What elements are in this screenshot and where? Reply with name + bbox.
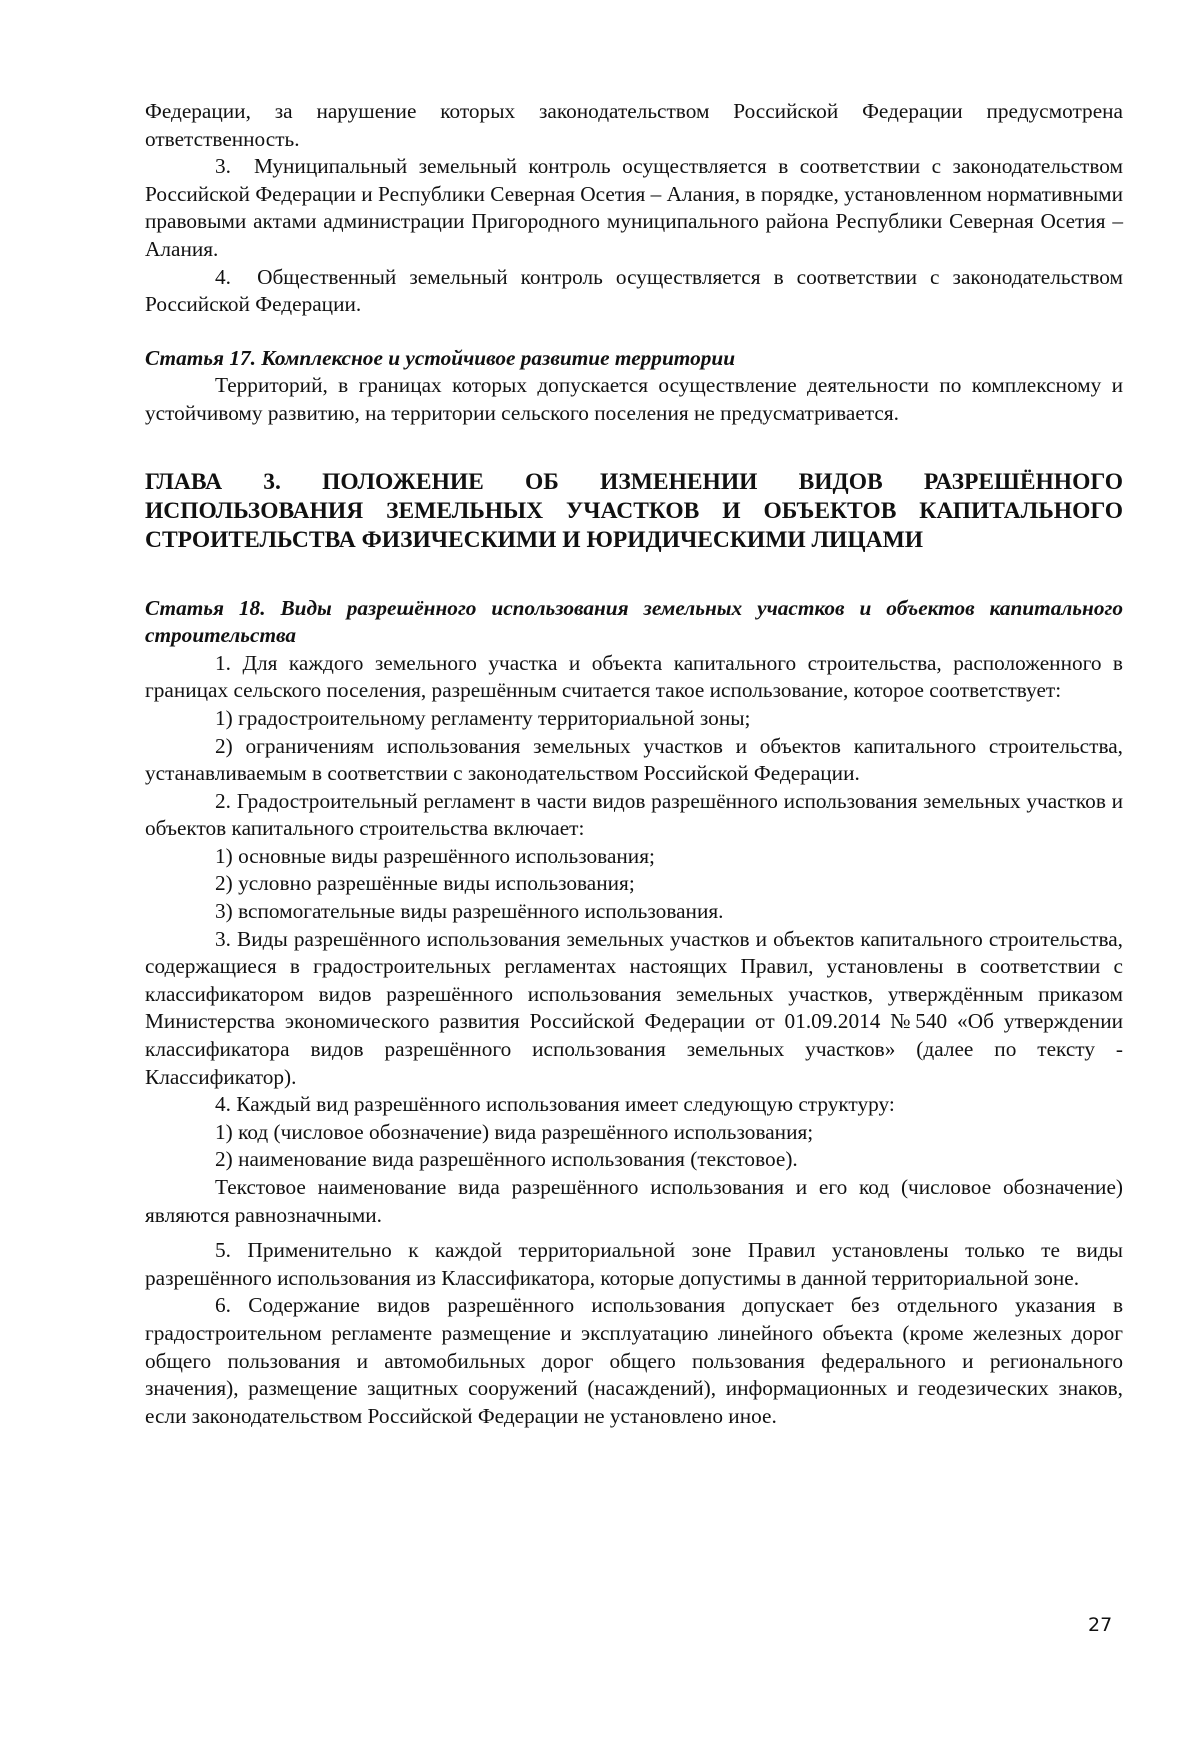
paragraph: 2. Градостроительный регламент в части видов разрешённого использования земельных участков и объектов капитального строительства включает:	[145, 788, 1123, 841]
document-page	[145, 98, 1123, 1430]
paragraph: 4. Общественный земельный контроль осуществляется в соответствии с законодательством Российской Федерации.	[145, 264, 1123, 317]
paragraph: 3) вспомогательные виды разрешённого использования.	[215, 899, 724, 924]
paragraph: 4. Каждый вид разрешённого использования имеет следующую структуру:	[215, 1092, 895, 1117]
paragraph: 2) наименование вида разрешённого использования (текстовое).	[215, 1147, 798, 1172]
spacer	[145, 319, 1123, 345]
paragraph: 3. Виды разрешённого использования земельных участков и объектов капитального строительства, содержащиеся в градостроительных регламентах настоящих Правил, установлены в соответствии с классификатором видов разрешённого использования земельных участков, утверждённым приказом Министерства экономического развития Российской Федерации от 01.09.2014 №540 «Об утверждении классификатора видов разрешённого использования земельных участков» (далее по тексту - Классификатор).	[145, 926, 1123, 1089]
spacer	[145, 428, 1123, 468]
paragraph: 1) основные виды разрешённого использования;	[215, 843, 655, 868]
article-heading: Статья 18. Виды разрешённого использования земельных участков и объектов капитального строительства	[145, 595, 1123, 648]
article-heading: Статья 17. Комплексное и устойчивое развитие территории	[145, 345, 736, 370]
paragraph: 1. Для каждого земельного участка и объекта капитального строительства, расположенного в границах сельского поселения, разрешённым считается такое использование, которое соответствует:	[145, 650, 1123, 703]
paragraph: 5. Применительно к каждой территориальной зоне Правил установлены только те виды разрешённого использования из Классификатора, которые допустимы в данной территориальной зоне.	[145, 1238, 1123, 1290]
spacer	[145, 1229, 1123, 1237]
paragraph: 2) условно разрешённые виды использования;	[215, 871, 635, 896]
paragraph: 2) ограничениям использования земельных участков и объектов капитального строительства, устанавливаемым в соответствии с законодательством Российской Федерации.	[145, 733, 1123, 786]
paragraph: 3. Муниципальный земельный контроль осуществляется в соответствии с законодательством Российской Федерации и Республики Северная Осетия – Алания, в порядке, установленном нормативными правовыми актами администрации Пригородного муниципального района Республики Северная Осетия – Алания.	[145, 154, 1123, 261]
paragraph: 1) код (числовое обозначение) вида разрешённого использования;	[215, 1119, 814, 1144]
paragraph: 1) градостроительному регламенту территориальной зоны;	[215, 705, 751, 730]
paragraph: Территорий, в границах которых допускается осуществление деятельности по комплексному и устойчивому развитию, на территории сельского поселения не предусматривается.	[145, 373, 1123, 425]
chapter-heading: ГЛАВА 3. ПОЛОЖЕНИЕ ОБ ИЗМЕНЕНИИ ВИДОВ РАЗРЕШЁННОГО ИСПОЛЬЗОВАНИЯ ЗЕМЕЛЬНЫХ УЧАСТКОВ И ОБЪЕКТОВ КАПИТАЛЬНОГО СТРОИТЕЛЬСТВА ФИЗИЧЕСКИМИ И ЮРИДИЧЕСКИМИ ЛИЦАМИ	[145, 468, 1123, 553]
paragraph: 6. Содержание видов разрешённого использования допускает без отдельного указания в градостроительном регламенте размещение и эксплуатацию линейного объекта (кроме железных дорог общего пользования и автомобильных дорог общего пользования федерального и регионального значения), размещение защитных сооружений (насаждений), информационных и геодезических знаков, если законодательством Российской Федерации не установлено иное.	[145, 1293, 1123, 1428]
paragraph: Текстовое наименование вида разрешённого использования и его код (числовое обозначение) являются равнозначными.	[145, 1175, 1123, 1227]
page-number: 27	[1088, 1614, 1113, 1636]
spacer	[145, 555, 1123, 595]
paragraph: Федерации, за нарушение которых законодательством Российской Федерации предусмотрена ответственность.	[145, 99, 1123, 151]
